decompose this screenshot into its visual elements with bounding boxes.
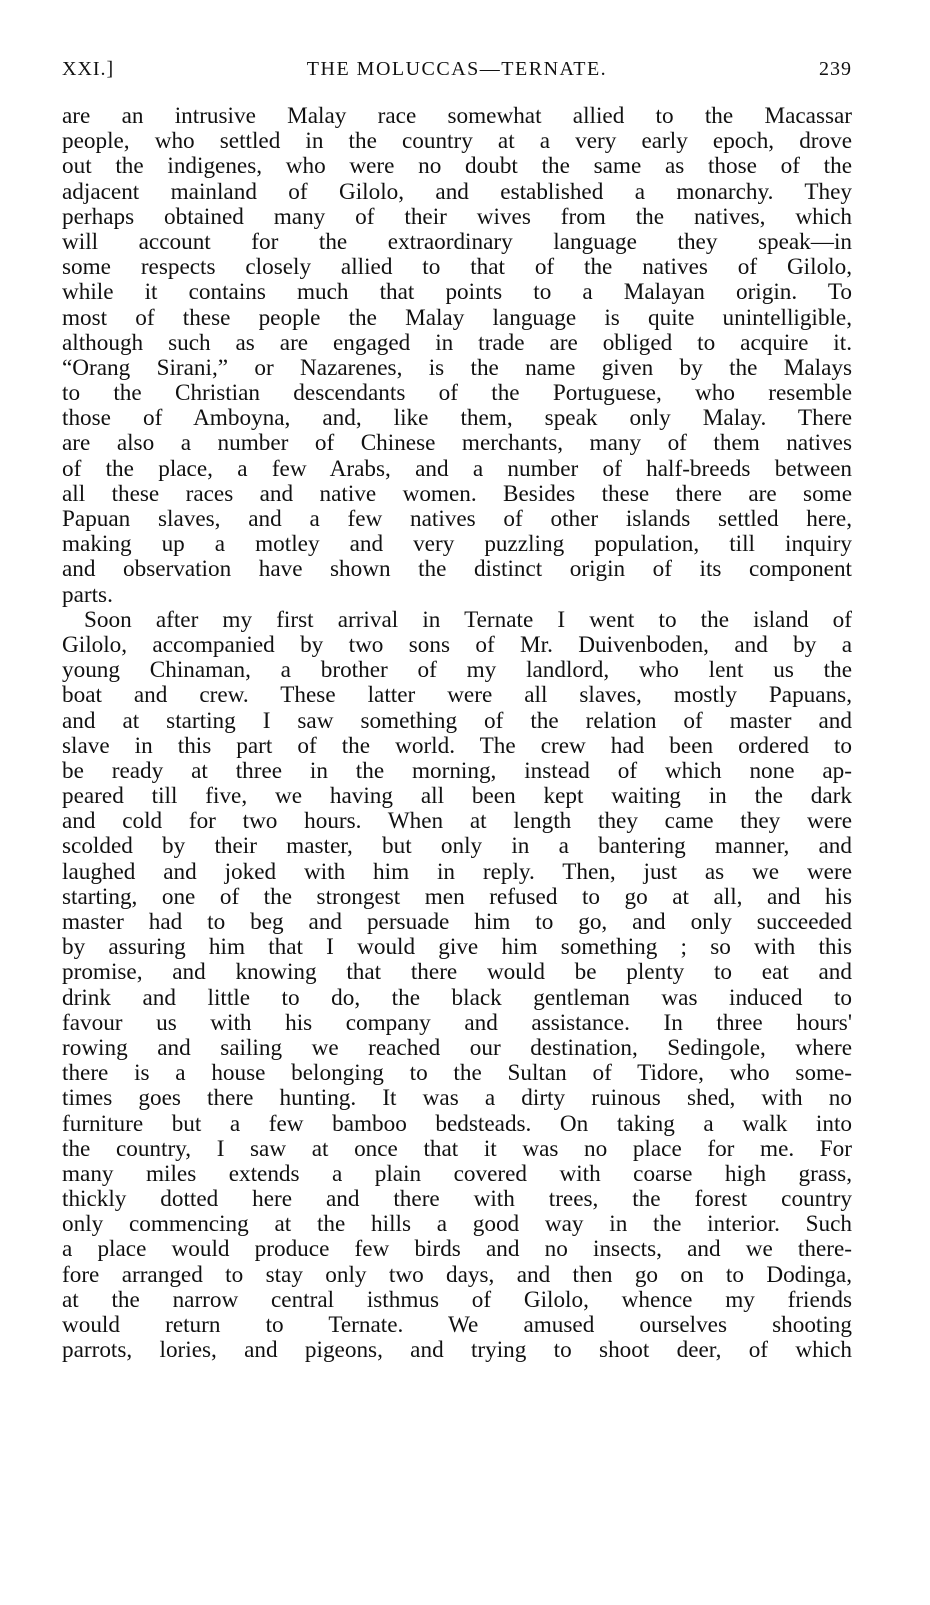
text-line: master had to beg and persuade him to go, and only succeeded bbox=[62, 910, 852, 935]
text-line: only commencing at the hills a good way in the interior. Such bbox=[62, 1212, 852, 1238]
text-line: starting, one of the strongest men refused to go at all, and his bbox=[62, 884, 852, 910]
text-line: to the Christian descendants of the Portuguese, who resemble bbox=[62, 381, 852, 407]
text-line: would return to Ternate. We amused ourselves shooting bbox=[62, 1313, 852, 1338]
text-line: Gilolo, accompanied by two sons of Mr. Duivenboden, and by a bbox=[62, 632, 852, 658]
page-number: 239 bbox=[819, 58, 852, 80]
text-line: out the indigenes, who were no doubt the same as those of the bbox=[62, 154, 852, 180]
text-line: promise, and knowing that there would be plenty to eat and bbox=[62, 960, 852, 986]
text-line: at the narrow central isthmus of Gilolo, whence my friends bbox=[62, 1287, 852, 1313]
text-line: are also a number of Chinese merchants, many of them natives bbox=[62, 431, 852, 457]
text-line: drink and little to do, the black gentleman was induced to bbox=[62, 985, 852, 1011]
text-line: young Chinaman, a brother of my landlord, who lent us the bbox=[62, 658, 852, 684]
text-line: peared till five, we having all been kept waiting in the dark bbox=[62, 784, 852, 810]
running-title: THE MOLUCCAS—TERNATE. bbox=[306, 58, 608, 80]
text-line: favour us with his company and assistance. In three hours' bbox=[62, 1010, 852, 1036]
text-line: of the place, a few Arabs, and a number of half-breeds between bbox=[62, 456, 852, 482]
paragraph bbox=[62, 104, 852, 608]
text-line: boat and crew. These latter were all slaves, mostly Papuans, bbox=[62, 683, 852, 709]
text-line: most of these people the Malay language is quite unintelligible, bbox=[62, 305, 852, 331]
text-line: some respects closely allied to that of the natives of Gilolo, bbox=[62, 255, 852, 281]
body-text bbox=[62, 104, 852, 1363]
text-line: are an intrusive Malay race somewhat allied to the Macassar bbox=[62, 104, 852, 129]
text-line: rowing and sailing we reached our destination, Sedingole, where bbox=[62, 1035, 852, 1061]
text-line: and observation have shown the distinct origin of its component bbox=[62, 557, 852, 583]
text-line: be ready at three in the morning, instead of which none ap- bbox=[62, 758, 852, 784]
text-line: making up a motley and very puzzling population, till inquiry bbox=[62, 532, 852, 558]
text-line: there is a house belonging to the Sultan of Tidore, who some- bbox=[62, 1061, 852, 1087]
text-line: and at starting I saw something of the relation of master and bbox=[62, 708, 852, 734]
text-line: fore arranged to stay only two days, and then go on to Dodinga, bbox=[62, 1262, 852, 1288]
book-page bbox=[62, 58, 852, 1363]
chapter-marker: XXI.] bbox=[62, 58, 115, 80]
text-line: all these races and native women. Besides these there are some bbox=[62, 481, 852, 507]
text-line: furniture but a few bamboo bedsteads. On taking a walk into bbox=[62, 1111, 852, 1137]
text-line: adjacent mainland of Gilolo, and established a monarchy. They bbox=[62, 179, 852, 205]
text-line: parts. bbox=[62, 582, 113, 608]
text-line: people, who settled in the country at a very early epoch, drove bbox=[62, 129, 852, 155]
text-line: parrots, lories, and pigeons, and trying to shoot deer, of which bbox=[62, 1338, 852, 1364]
text-line: slave in this part of the world. The crew had been ordered to bbox=[62, 733, 852, 759]
text-line: Soon after my first arrival in Ternate I went to the island of bbox=[84, 607, 852, 633]
text-line: those of Amboyna, and, like them, speak only Malay. There bbox=[62, 406, 852, 432]
text-line: will account for the extraordinary language they speak—in bbox=[62, 229, 852, 255]
text-line: perhaps obtained many of their wives from the natives, which bbox=[62, 204, 852, 230]
text-line: a place would produce few birds and no insects, and we there- bbox=[62, 1237, 852, 1263]
text-line: “Orang Sirani,” or Nazarenes, is the name given by the Malays bbox=[62, 355, 852, 381]
text-line: the country, I saw at once that it was no place for me. For bbox=[62, 1136, 852, 1162]
text-line: and cold for two hours. When at length they came they were bbox=[62, 809, 852, 835]
running-header bbox=[62, 58, 852, 104]
text-line: thickly dotted here and there with trees, the forest country bbox=[62, 1187, 852, 1213]
text-line: times goes there hunting. It was a dirty ruinous shed, with no bbox=[62, 1086, 852, 1112]
text-line: by assuring him that I would give him something ; so with this bbox=[62, 935, 852, 961]
text-line: many miles extends a plain covered with coarse high grass, bbox=[62, 1161, 852, 1187]
text-line: Papuan slaves, and a few natives of other islands settled here, bbox=[62, 507, 852, 532]
paragraph bbox=[62, 608, 852, 1364]
text-line: laughed and joked with him in reply. Then, just as we were bbox=[62, 859, 852, 885]
text-line: although such as are engaged in trade are obliged to acquire it. bbox=[62, 330, 852, 356]
text-line: scolded by their master, but only in a bantering manner, and bbox=[62, 834, 852, 860]
text-line: while it contains much that points to a Malayan origin. To bbox=[62, 280, 852, 306]
